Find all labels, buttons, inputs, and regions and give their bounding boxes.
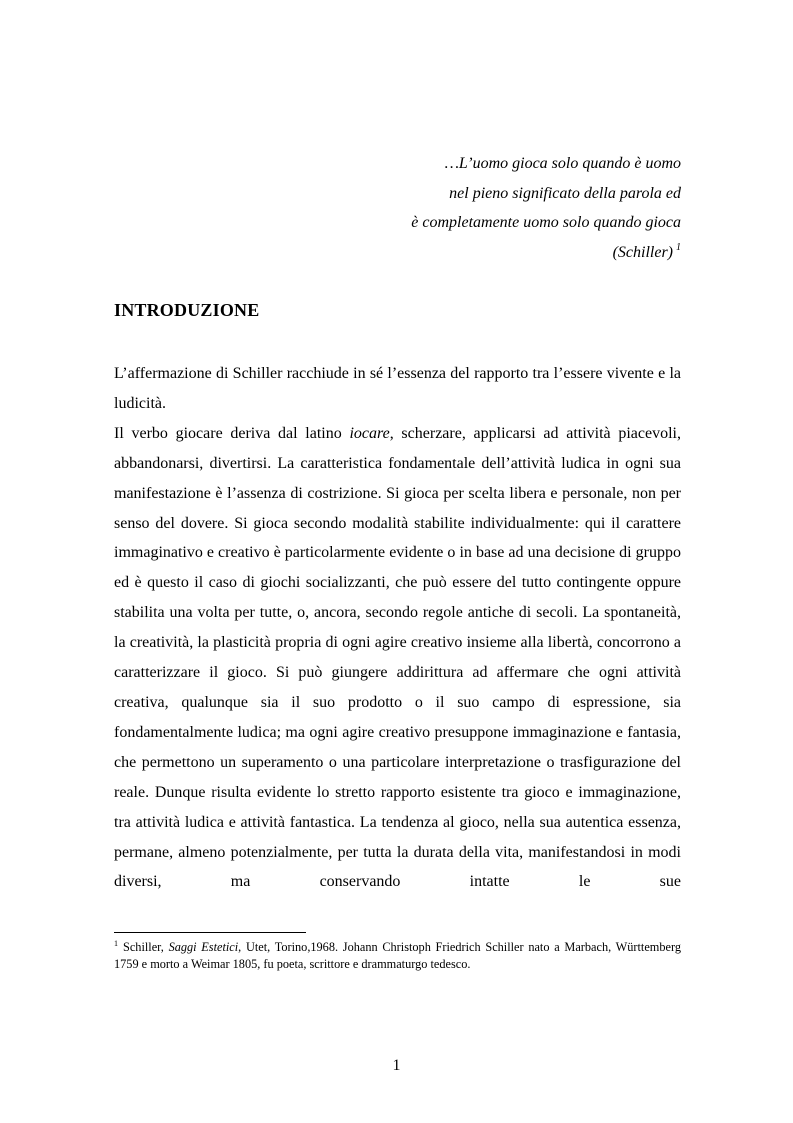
epigraph-line: è completamente uomo solo quando gioca — [411, 214, 681, 231]
paragraph — [114, 419, 681, 898]
footnote-text: , Utet, Torino,1968. Johann Christoph Friedrich Schiller nato a Marbach, Württemberg 1759 e morto a Weimar 1805, fu poeta, scrittore e drammaturgo tedesco. — [114, 940, 681, 971]
footnote-book-title: Saggi Estetici — [168, 940, 239, 954]
epigraph-attribution: (Schiller) — [612, 243, 673, 261]
footnote-number: 1 — [114, 939, 118, 948]
paragraph: L’affermazione di Schiller racchiude in sé l’essenza del rapporto tra l’essere vivente e la ludicità. — [114, 365, 681, 412]
epigraph-line: …L’uomo gioca solo quando è uomo — [444, 155, 681, 172]
footnote-reference: 1 — [676, 241, 681, 253]
epigraph-line: nel pieno significato della parola ed — [449, 184, 681, 202]
footnote-author: Schiller, — [123, 940, 164, 954]
paragraph-text: , scherzare, applicarsi ad attività piacevoli, abbandonarsi, divertirsi. La caratteristica fondamentale dell’attività ludica in ogni sua manifestazione è l’assenza di costrizione. Si gioca per scelta libera e personale, non per senso del dovere. Si gioca secondo modalità stabilite individualmente: qui il carattere immaginativo e creativo è particolarmente evidente o in base ad una decisione di gruppo ed è questo il caso di giochi socializzanti, che può essere del tutto contingente oppure stabilita una volta per tutte, o, ancora, secondo regole antiche di secoli. La spontaneità, la creatività, la plasticità propria di ogni agire creativo insieme alla libertà, concorrono a caratterizzare il gioco. Si può giungere addirittura ad affermare che ogni attività creativa, qualunque sia il suo prodotto o il suo campo di espressione, sia fondamentalmente ludica; ma ogni agire creativo presuppone immaginazione e fantasia, che permettono un superamento o una particolare interpretazione o trasfigurazione del reale. Dunque risulta evidente lo stretto rapporto esistente tra gioco e immaginazione, tra attività ludica e attività fantastica. La tendenza al gioco, nella sua autentica essenza, permane, almeno potenzialmente, per tutta la durata della vita, manifestandosi in modi diversi, ma conservando intatte le sue — [114, 424, 681, 891]
footnote-separator — [114, 932, 306, 933]
body-text — [114, 359, 681, 897]
latin-term: iocare — [349, 424, 390, 442]
page-number: 1 — [392, 1057, 401, 1074]
paragraph-text: Il verbo giocare deriva dal latino — [114, 424, 350, 442]
epigraph-quote — [121, 149, 681, 267]
epigraph-attribution-line — [121, 238, 681, 268]
footnote — [114, 939, 681, 973]
section-heading: INTRODUZIONE — [114, 300, 260, 320]
